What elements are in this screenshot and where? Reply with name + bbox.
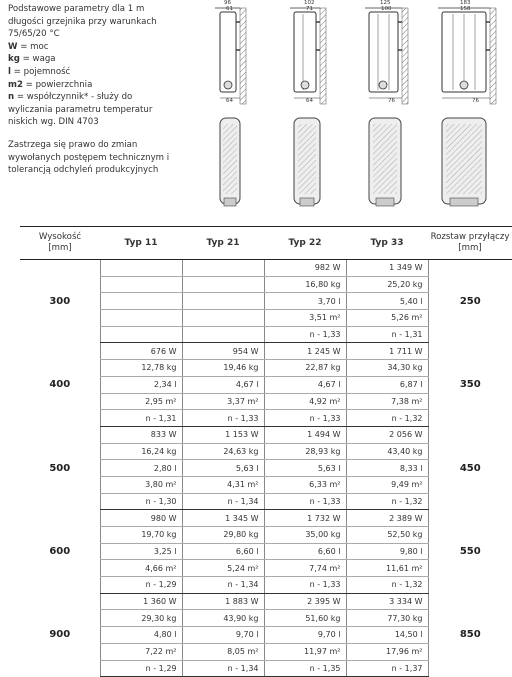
table-row: [20, 343, 512, 360]
type22-depth-label: 125: [380, 0, 391, 6]
type11-cell: 2,95 m²: [100, 393, 182, 410]
spacing-column-header: [428, 227, 512, 260]
type33-cell: 43,40 kg: [346, 443, 428, 460]
type33-cell: n - 1,32: [346, 410, 428, 427]
type11-cell: n - 1,29: [100, 577, 182, 594]
height-header-label: Wysokość: [38, 232, 82, 242]
radiator-diagrams: [210, 0, 512, 222]
type22-cell: 51,60 kg: [264, 610, 346, 627]
type21-cell: [182, 293, 264, 310]
type33-side-view: [438, 8, 496, 104]
type22-cell: n - 1,33: [264, 493, 346, 510]
type33-cell: 14,50 l: [346, 627, 428, 644]
type33-cell: n - 1,37: [346, 660, 428, 677]
type21-cell: 5,24 m²: [182, 560, 264, 577]
height-column-header: [20, 227, 100, 260]
type33-cell: 3 334 W: [346, 593, 428, 610]
type21-cell: 4,67 l: [182, 376, 264, 393]
intro-line: 75/65/20 °C: [8, 29, 60, 40]
type21-bottom-label: 64: [306, 98, 313, 104]
type33-cell: 34,30 kg: [346, 360, 428, 377]
type11-cell: n - 1,31: [100, 410, 182, 427]
type21-cell: n - 1,34: [182, 493, 264, 510]
legend-def-l: [8, 66, 186, 79]
type22-cell: 6,60 l: [264, 543, 346, 560]
type11-cell: 19,70 kg: [100, 527, 182, 544]
type11-column-header: Typ 11: [100, 227, 182, 260]
type21-cell: 1 883 W: [182, 593, 264, 610]
table-body: [20, 260, 512, 677]
type33-cell: n - 1,32: [346, 493, 428, 510]
type21-cell: [182, 276, 264, 293]
type33-cell: 6,87 l: [346, 376, 428, 393]
type11-cell: 4,66 m²: [100, 560, 182, 577]
height-value: 300: [49, 295, 71, 307]
legend-key: n: [8, 92, 15, 103]
type33-cell: 11,61 m²: [346, 560, 428, 577]
type33-cell: 52,50 kg: [346, 527, 428, 544]
type22-cell: 1 732 W: [264, 510, 346, 527]
legend-desc: = pojemność: [10, 66, 71, 77]
type22-cell: 3,51 m²: [264, 310, 346, 327]
type21-section: [294, 118, 320, 206]
type22-cell: 1 245 W: [264, 343, 346, 360]
type22-side-view: [365, 8, 408, 104]
type11-inner-label: 61: [226, 6, 233, 12]
type21-cell: 4,31 m²: [182, 476, 264, 493]
type11-cell: 16,24 kg: [100, 443, 182, 460]
type22-cell: n - 1,33: [264, 577, 346, 594]
type22-cell: 3,70 l: [264, 293, 346, 310]
type21-cell: [182, 326, 264, 343]
type22-cell: 6,33 m²: [264, 476, 346, 493]
type21-cell: [182, 260, 264, 277]
spacing-value: 250: [459, 295, 481, 307]
type33-cell: 17,96 m²: [346, 643, 428, 660]
type21-cell: 8,05 m²: [182, 643, 264, 660]
n-note-line: niskich wg. DIN 4703: [8, 117, 99, 128]
legend-key: m2: [8, 79, 23, 90]
type22-cell: n - 1,35: [264, 660, 346, 677]
type33-cell: 25,20 kg: [346, 276, 428, 293]
type33-cell: 9,49 m²: [346, 476, 428, 493]
type33-column-header: Typ 33: [346, 227, 428, 260]
type33-cell: 8,33 l: [346, 460, 428, 477]
legend-def-w: [8, 41, 186, 54]
spacing-value: 450: [459, 462, 481, 474]
type11-cell: [100, 293, 182, 310]
type21-cell: 1 345 W: [182, 510, 264, 527]
type22-cell: 9,70 l: [264, 627, 346, 644]
disclaimer-line: wywołanych postępem technicznym i: [8, 152, 170, 163]
spacing-value: 550: [459, 546, 481, 558]
type21-cell: 954 W: [182, 343, 264, 360]
type11-cell: 12,78 kg: [100, 360, 182, 377]
type33-cell: 1 711 W: [346, 343, 428, 360]
type33-cell: 7,38 m²: [346, 393, 428, 410]
type33-cell: n - 1,32: [346, 577, 428, 594]
type11-cell: 980 W: [100, 510, 182, 527]
type21-depth-label: 102: [304, 0, 315, 6]
legend-key: kg: [8, 54, 20, 65]
type22-cell: 4,92 m²: [264, 393, 346, 410]
type22-bottom-label: 76: [388, 98, 395, 104]
type11-cell: [100, 260, 182, 277]
type11-section: [220, 118, 240, 206]
type33-bottom-label: 76: [472, 98, 479, 104]
type11-cell: [100, 276, 182, 293]
type33-cell: 5,26 m²: [346, 310, 428, 327]
spacing-header-label: Rozstaw przyłączy: [430, 232, 510, 242]
table-row: [20, 510, 512, 527]
type22-cell: n - 1,33: [264, 326, 346, 343]
type21-cell: 5,63 l: [182, 460, 264, 477]
type33-cell: 5,40 l: [346, 293, 428, 310]
type33-cell: 1 349 W: [346, 260, 428, 277]
type22-section: [369, 118, 401, 206]
type33-section: [442, 118, 486, 206]
type22-cell: 7,74 m²: [264, 560, 346, 577]
type22-inner-label: 100: [381, 6, 392, 12]
spacing-value: 350: [459, 379, 481, 391]
type11-bottom-label: 64: [226, 98, 233, 104]
type22-cell: 4,67 l: [264, 376, 346, 393]
type21-side-view: [290, 8, 326, 104]
type11-cell: 2,34 l: [100, 376, 182, 393]
type11-cell: 1 360 W: [100, 593, 182, 610]
type11-cell: n - 1,30: [100, 493, 182, 510]
legend-desc: = waga: [19, 54, 56, 65]
type11-cell: 29,30 kg: [100, 610, 182, 627]
legend-def-m2: [8, 79, 186, 92]
type21-column-header: Typ 21: [182, 227, 264, 260]
height-header-unit: [mm]: [48, 243, 72, 253]
type21-cell: n - 1,33: [182, 410, 264, 427]
type21-cell: [182, 310, 264, 327]
legend-key: W: [8, 41, 18, 52]
height-value: 500: [49, 462, 71, 474]
legend-def-kg: [8, 53, 186, 66]
intro-line: Podstawowe parametry dla 1 m: [8, 4, 145, 14]
height-value: 900: [49, 629, 71, 641]
type21-cell: n - 1,34: [182, 660, 264, 677]
type22-cell: 28,93 kg: [264, 443, 346, 460]
type21-cell: 3,37 m²: [182, 393, 264, 410]
height-value: 600: [49, 546, 71, 558]
type33-depth-label: 183: [460, 0, 471, 6]
type21-cell: 24,63 kg: [182, 443, 264, 460]
type33-cell: 2 056 W: [346, 426, 428, 443]
table-row: [20, 593, 512, 610]
type21-cell: 43,90 kg: [182, 610, 264, 627]
type11-cell: 4,80 l: [100, 627, 182, 644]
n-note-line: wyliczania parametru temperatur: [8, 104, 153, 115]
type22-column-header: Typ 22: [264, 227, 346, 260]
type11-cell: 676 W: [100, 343, 182, 360]
type33-cell: 9,80 l: [346, 543, 428, 560]
type11-cell: 3,80 m²: [100, 476, 182, 493]
type33-cell: 77,30 kg: [346, 610, 428, 627]
type11-cell: [100, 326, 182, 343]
disclaimer-line: Zastrzega się prawo do zmian: [8, 139, 138, 150]
type21-cell: 19,46 kg: [182, 360, 264, 377]
table-header-row: [20, 227, 512, 260]
type11-depth-label: 96: [224, 0, 231, 6]
type22-cell: 982 W: [264, 260, 346, 277]
type21-cell: 1 153 W: [182, 426, 264, 443]
height-value: 400: [49, 379, 71, 391]
disclaimer-line: tolerancją odchyleń produkcyjnych: [8, 165, 159, 176]
parameters-legend: [8, 3, 186, 177]
type11-cell: n - 1,29: [100, 660, 182, 677]
type11-cell: 2,80 l: [100, 460, 182, 477]
type11-cell: 833 W: [100, 426, 182, 443]
type21-cell: 6,60 l: [182, 543, 264, 560]
radiator-drawings: [210, 0, 512, 222]
type22-cell: 2 395 W: [264, 593, 346, 610]
legend-desc: = powierzchnia: [22, 79, 93, 90]
type33-cell: n - 1,31: [346, 326, 428, 343]
table-row: [20, 426, 512, 443]
type33-inner-label: 158: [460, 6, 471, 12]
type21-inner-label: 71: [306, 6, 313, 12]
legend-def-n: [8, 91, 186, 104]
type33-cell: 2 389 W: [346, 510, 428, 527]
type21-cell: 29,80 kg: [182, 527, 264, 544]
type22-cell: 11,97 m²: [264, 643, 346, 660]
legend-key: l: [8, 66, 11, 77]
type11-cell: 3,25 l: [100, 543, 182, 560]
type22-cell: 35,00 kg: [264, 527, 346, 544]
type21-cell: 9,70 l: [182, 627, 264, 644]
table-row: [20, 260, 512, 277]
specification-table: [20, 226, 512, 677]
spacing-header-unit: [mm]: [458, 243, 482, 253]
type22-cell: 5,63 l: [264, 460, 346, 477]
legend-desc: = współczynnik* - służy do: [14, 92, 133, 103]
type22-cell: 1 494 W: [264, 426, 346, 443]
intro-line: długości grzejnika przy warunkach: [8, 16, 157, 27]
type11-side-view: [215, 8, 246, 104]
spacing-value: 850: [459, 629, 481, 641]
type22-cell: 22,87 kg: [264, 360, 346, 377]
type22-cell: n - 1,33: [264, 410, 346, 427]
type21-cell: n - 1,34: [182, 577, 264, 594]
legend-desc: = moc: [17, 41, 49, 52]
type11-cell: 7,22 m²: [100, 643, 182, 660]
type11-cell: [100, 310, 182, 327]
type22-cell: 16,80 kg: [264, 276, 346, 293]
